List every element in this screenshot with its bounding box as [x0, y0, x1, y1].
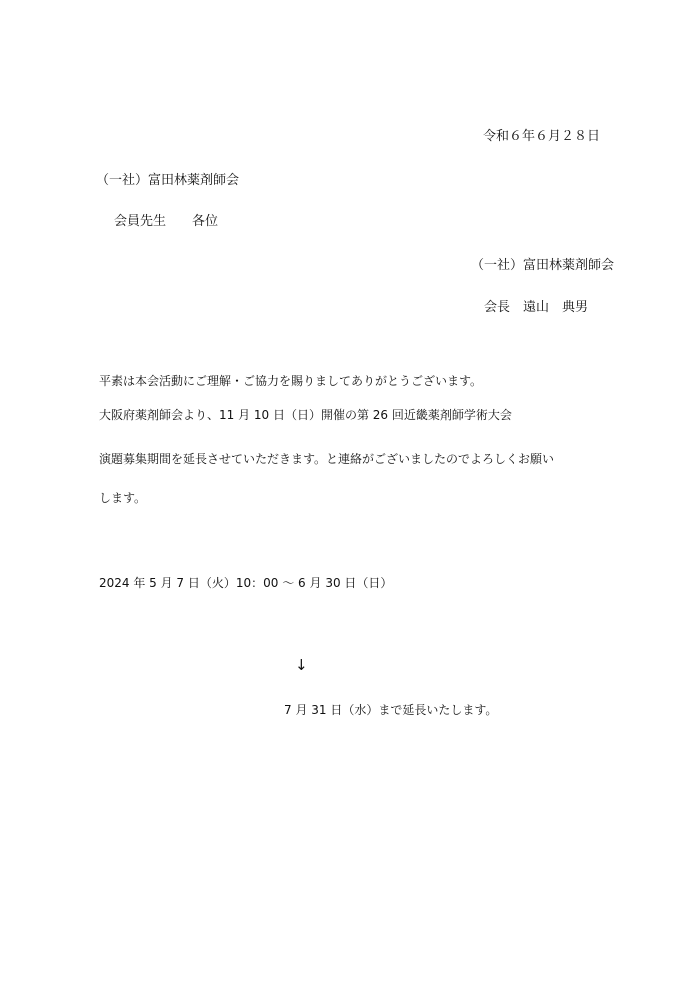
original-period: 2024 年 5 月 7 日（火）10：00 ～ 6 月 30 日（日） [99, 576, 393, 590]
body-line-event: 大阪府薬剤師会より、11 月 10 日（日）開催の第 26 回近畿薬剤師学術大会 [99, 408, 512, 422]
recipient-organization: （一社）富田林薬剤師会 [96, 173, 240, 188]
body-line-extension: 演題募集期間を延長させていただきます。と連絡がございましたのでよろしくお願い [99, 452, 555, 466]
sender-organization: （一社）富田林薬剤師会 [470, 258, 614, 273]
sender-name: 会長 遠山 典男 [483, 300, 588, 315]
down-arrow-icon: ↓ [295, 656, 308, 674]
body-line-closing: します。 [99, 491, 147, 505]
body-line-greeting: 平素は本会活動にご理解・ご協力を賜りましてありがとうございます。 [99, 374, 483, 388]
extended-period: 7 月 31 日（水）まで延長いたします。 [284, 703, 498, 717]
recipient-members: 会員先生 各位 [114, 214, 219, 229]
letter-date: 令和６年６月２８日 [482, 129, 600, 144]
